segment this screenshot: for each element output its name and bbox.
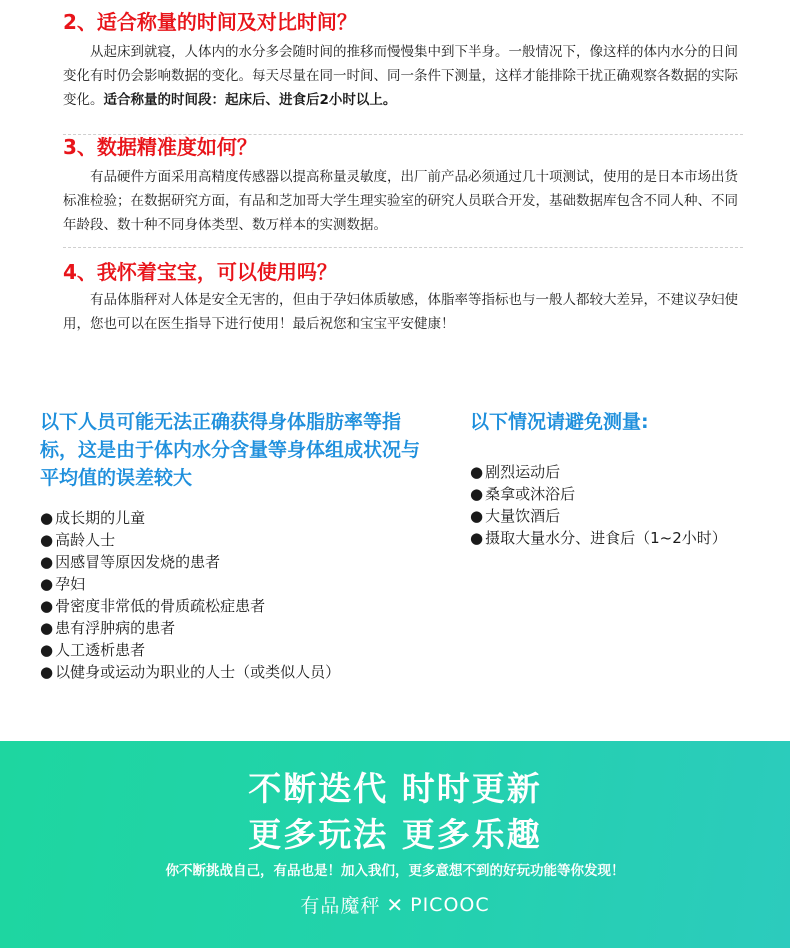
list-item: ● 人工透析患者: [40, 639, 440, 661]
faq-body: 从起床到就寝，人体内的水分多会随时间的推移而慢慢集中到下半身。一般情况下，像这样的体内水分的日间变化有时仍会影响数据的变化。每天尽量在同一时间、同一条件下测量，这样才能排除干扰正确观察各数据的实际变化。适合称量的时间段：起床后、进食后2小时以上。: [63, 44, 738, 108]
faq-title: 3、数据精准度如何？: [63, 135, 257, 159]
promo-banner: [0, 741, 790, 948]
list-item: ● 因感冒等原因发烧的患者: [40, 551, 440, 573]
list-item: ● 以健身或运动为职业的人士（或类似人员）: [40, 661, 440, 683]
left-column-list: [40, 507, 440, 683]
list-item: ● 剧烈运动后: [470, 461, 785, 483]
faq-section-2: [63, 8, 743, 112]
faq-emphasis: 适合称量的时间段：起床后、进食后2小时以上。: [103, 92, 397, 108]
faq-body: 有品硬件方面采用高精度传感器以提高称量灵敏度，出厂前产品必须通过几十项测试，使用的是日本市场出货标准检验；在数据研究方面，有品和芝加哥大学生理实验室的研究人员联合开发，基础数据库包含不同人种、不同年龄段、数十种不同身体类型、数万样本的实测数据。: [63, 169, 738, 233]
list-item: ● 患有浮肿病的患者: [40, 617, 440, 639]
list-item: ● 摄取大量水分、进食后（1~2小时）: [470, 527, 785, 549]
faq-section-4: [63, 258, 743, 336]
list-item: ● 孕妇: [40, 573, 440, 595]
brand-name-en: PICOOC: [410, 893, 490, 916]
right-column-title: 以下情况请避免测量:: [470, 411, 649, 433]
right-column-list: [470, 461, 785, 549]
brand-logo: [0, 891, 790, 918]
list-item: ● 桑拿或沐浴后: [470, 483, 785, 505]
faq-section-3: [63, 133, 743, 237]
banner-headline-2: 更多玩法 更多乐趣: [248, 815, 542, 854]
list-item: ● 大量饮酒后: [470, 505, 785, 527]
list-item: ● 成长期的儿童: [40, 507, 440, 529]
faq-title: 4、我怀着宝宝，可以使用吗？: [63, 260, 337, 284]
list-item: ● 高龄人士: [40, 529, 440, 551]
banner-headline-1: 不断迭代 时时更新: [248, 769, 542, 808]
brand-name-cn: 有品魔秤: [300, 895, 381, 917]
faq-title: 2、适合称量的时间及对比时间？: [63, 10, 357, 34]
list-item: ● 骨密度非常低的骨质疏松症患者: [40, 595, 440, 617]
cross-icon: ✕: [386, 892, 405, 917]
left-column-title: 以下人员可能无法正确获得身体脂肪率等指标，这是由于体内水分含量等身体组成状况与平均值的误差较大: [40, 411, 421, 489]
faq-body: 有品体脂秤对人体是安全无害的，但由于孕妇体质敏感，体脂率等指标也与一般人都较大差异，不建议孕妇使用，您也可以在医生指导下进行使用！最后祝您和宝宝平安健康！: [63, 292, 738, 332]
divider: [63, 247, 743, 248]
banner-tagline: 你不断挑战自己，有品也是！加入我们，更多意想不到的好玩功能等你发现！: [165, 863, 625, 879]
